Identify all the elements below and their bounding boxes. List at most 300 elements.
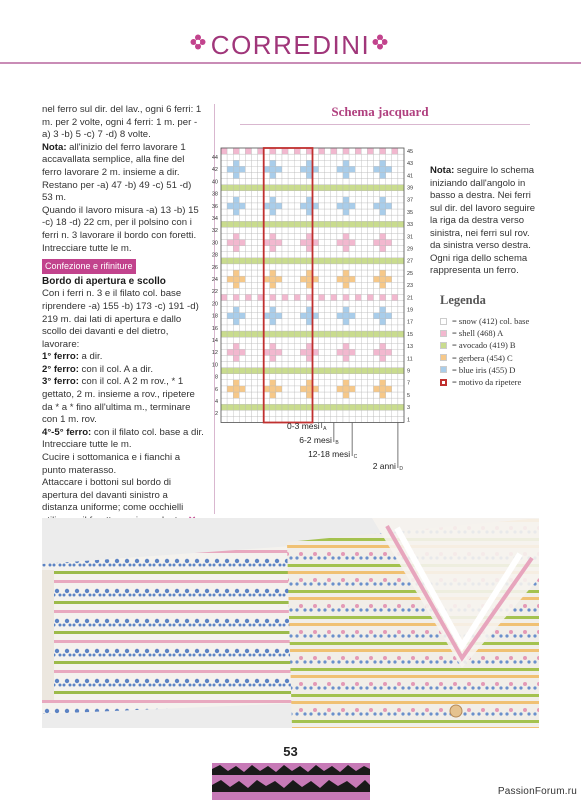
chart-cell [252, 215, 258, 221]
chart-cell [227, 325, 233, 331]
row-instruction [42, 364, 204, 377]
chart-cell [288, 252, 294, 258]
chart-cell [294, 368, 300, 374]
chart-cell [252, 386, 258, 392]
chart-cell [392, 209, 398, 215]
row-number: 25 [407, 270, 414, 277]
chart-cell [288, 343, 294, 349]
chart-cell [367, 227, 373, 233]
chart-cell [270, 392, 276, 398]
chart-cell [245, 154, 251, 160]
chart-cell [331, 179, 337, 185]
chart-cell [367, 313, 373, 319]
chart-cell [288, 294, 294, 300]
chart-cell [282, 154, 288, 160]
chart-cell [233, 227, 239, 233]
legend-label: = motivo da ripetere [452, 377, 522, 388]
row-number: 4 [214, 398, 218, 405]
chart-cell [349, 325, 355, 331]
chart-cell [300, 185, 306, 191]
chart-cell [288, 191, 294, 197]
chart-cell [386, 325, 392, 331]
chart-cell [398, 258, 404, 264]
chart-cell [270, 368, 276, 374]
chart-cell [337, 380, 343, 386]
chart-cell [398, 319, 404, 325]
chart-cell [343, 270, 349, 276]
chart-cell [270, 307, 276, 313]
chart-cell [343, 209, 349, 215]
chart-cell [374, 233, 380, 239]
chart-cell [276, 172, 282, 178]
chart-cell [331, 294, 337, 300]
chart-cell [258, 307, 264, 313]
chart-cell [313, 374, 319, 380]
chart-cell [313, 172, 319, 178]
chart-cell [398, 264, 404, 270]
sweater-photo [42, 518, 539, 728]
chart-cell [331, 148, 337, 154]
chart-cell [355, 172, 361, 178]
chart-cell [337, 252, 343, 258]
chart-cell [386, 392, 392, 398]
chart-cell [239, 276, 245, 282]
chart-cell [337, 386, 343, 392]
chart-cell [245, 362, 251, 368]
chart-cell [361, 319, 367, 325]
chart-cell [331, 301, 337, 307]
chart-cell [270, 160, 276, 166]
page-title: CORREDINI [210, 30, 371, 60]
chart-cell [319, 270, 325, 276]
chart-cell [380, 203, 386, 209]
chart-cell [227, 410, 233, 416]
chart-cell [361, 197, 367, 203]
chart-cell [380, 221, 386, 227]
chart-cell [325, 282, 331, 288]
chart-cell [239, 392, 245, 398]
chart-cell [355, 325, 361, 331]
chart-cell [300, 270, 306, 276]
chart-cell [233, 172, 239, 178]
chart-cell [233, 252, 239, 258]
row-number: 35 [407, 209, 414, 216]
chart-cell [398, 185, 404, 191]
chart-cell [282, 215, 288, 221]
chart-cell [337, 362, 343, 368]
chart-cell [380, 380, 386, 386]
chart-cell [313, 307, 319, 313]
chart-cell [252, 325, 258, 331]
chart-cell [374, 362, 380, 368]
row-number: 37 [407, 197, 414, 204]
chart-cell [276, 246, 282, 252]
chart-cell [306, 410, 312, 416]
chart-cell [276, 349, 282, 355]
chart-cell [276, 209, 282, 215]
chart-cell [306, 148, 312, 154]
chart-cell [300, 325, 306, 331]
chart-cell [221, 282, 227, 288]
chart-cell [386, 355, 392, 361]
chart-cell [331, 276, 337, 282]
chart-cell [343, 166, 349, 172]
chart-cell [227, 179, 233, 185]
chart-cell [343, 264, 349, 270]
flower-icon [372, 34, 388, 50]
chart-cell [252, 166, 258, 172]
chart-cell [337, 160, 343, 166]
chart-cell [294, 288, 300, 294]
chart-cell [325, 374, 331, 380]
chart-cell [239, 246, 245, 252]
chart-cell [252, 355, 258, 361]
chart-cell [264, 301, 270, 307]
chart-cell [343, 294, 349, 300]
chart-cell [294, 374, 300, 380]
chart-cell [227, 337, 233, 343]
chart-cell [294, 325, 300, 331]
chart-cell [245, 313, 251, 319]
chart-cell [380, 313, 386, 319]
legend-item [440, 364, 529, 376]
chart-cell [349, 233, 355, 239]
row-number: 21 [407, 295, 414, 302]
chart-cell [337, 355, 343, 361]
chart-cell [380, 270, 386, 276]
chart-cell [294, 276, 300, 282]
chart-cell [258, 313, 264, 319]
chart-cell [306, 325, 312, 331]
chart-cell [313, 154, 319, 160]
instructions-column [42, 104, 204, 528]
chart-cell [252, 191, 258, 197]
chart-cell [288, 380, 294, 386]
chart-cell [380, 172, 386, 178]
row-text: con il filato col. base a dir. Intrecciare tutte le m. [42, 426, 204, 451]
chart-cell [245, 374, 251, 380]
chart-cell [337, 270, 343, 276]
chart-cell [343, 203, 349, 209]
chart-cell [294, 410, 300, 416]
chart-cell [313, 301, 319, 307]
chart-cell [300, 197, 306, 203]
chart-cell [288, 240, 294, 246]
chart-cell [374, 282, 380, 288]
chart-cell [386, 197, 392, 203]
chart-cell [282, 325, 288, 331]
chart-cell [227, 313, 233, 319]
chart-cell [300, 337, 306, 343]
chart-cell [252, 185, 258, 191]
chart-cell [361, 368, 367, 374]
chart-cell [331, 246, 337, 252]
chart-cell [264, 343, 270, 349]
chart-cell [239, 416, 245, 422]
chart-cell [398, 172, 404, 178]
chart-cell [331, 368, 337, 374]
chart-cell [258, 282, 264, 288]
chart-cell [282, 227, 288, 233]
chart-cell [282, 307, 288, 313]
chart-cell [264, 197, 270, 203]
chart-cell [349, 294, 355, 300]
chart-cell [294, 362, 300, 368]
chart-cell [252, 227, 258, 233]
chart-cell [392, 172, 398, 178]
chart-cell [252, 319, 258, 325]
chart-cell [276, 221, 282, 227]
chart-cell [252, 404, 258, 410]
chart-cell [306, 380, 312, 386]
chart-cell [300, 398, 306, 404]
chart-cell [306, 288, 312, 294]
paragraph: nel ferro sul dir. del lav., ogni 6 ferri: 1 m. per 2 volte, ogni 4 ferri: 1 m. per -a) 3 -b) 5 -c) 7 -d) 8 volte. [42, 104, 202, 141]
row-number: 32 [211, 228, 218, 235]
chart-cell [398, 160, 404, 166]
chart-cell [270, 270, 276, 276]
legend-item [440, 327, 529, 339]
row-instruction [42, 427, 204, 452]
chart-cell [233, 154, 239, 160]
chart-cell [349, 343, 355, 349]
chart-cell [355, 154, 361, 160]
chart-cell [355, 374, 361, 380]
chart-cell [331, 355, 337, 361]
chart-cell [239, 398, 245, 404]
chart-cell [392, 185, 398, 191]
chart-cell [258, 343, 264, 349]
chart-cell [374, 203, 380, 209]
chart-cell [392, 343, 398, 349]
chart-cell [288, 331, 294, 337]
schema-title: Schema jacquard [331, 104, 429, 119]
chart-cell [380, 240, 386, 246]
chart-cell [349, 246, 355, 252]
chart-cell [270, 374, 276, 380]
row-number: 33 [407, 222, 414, 229]
chart-cell [252, 410, 258, 416]
chart-cell [227, 374, 233, 380]
chart-cell [374, 270, 380, 276]
chart-cell [245, 343, 251, 349]
chart-cell [276, 197, 282, 203]
chart-cell [313, 160, 319, 166]
chart-cell [361, 203, 367, 209]
chart-cell [276, 416, 282, 422]
chart-cell [227, 301, 233, 307]
chart-cell [258, 331, 264, 337]
chart-cell [258, 197, 264, 203]
chart-cell [288, 203, 294, 209]
chart-cell [361, 233, 367, 239]
chart-cell [343, 227, 349, 233]
chart-cell [343, 221, 349, 227]
chart-cell [325, 276, 331, 282]
chart-cell [252, 209, 258, 215]
chart-cell [380, 301, 386, 307]
chart-cell [398, 392, 404, 398]
chart-cell [300, 227, 306, 233]
chart-cell [276, 301, 282, 307]
paragraph: Quando il lavoro misura -a) 13 -b) 15 -c) 18 -d) 22 cm, per il polsino con i ferri n. 3 lavorare il bordo con foretti. Intrecciare tutte le m. [42, 204, 199, 254]
chart-cell [306, 331, 312, 337]
chart-cell [239, 355, 245, 361]
chart-cell [325, 258, 331, 264]
chart-cell [331, 154, 337, 160]
chart-cell [294, 294, 300, 300]
chart-cell [398, 343, 404, 349]
chart-cell [361, 240, 367, 246]
chart-cell [288, 325, 294, 331]
chart-cell [367, 319, 373, 325]
chart-cell [245, 185, 251, 191]
chart-cell [306, 258, 312, 264]
chart-cell [270, 203, 276, 209]
chart-cell [374, 166, 380, 172]
chart-cell [276, 264, 282, 270]
chart-cell [221, 392, 227, 398]
chart-cell [349, 282, 355, 288]
chart-cell [306, 313, 312, 319]
chart-cell [221, 398, 227, 404]
chart-cell [398, 215, 404, 221]
chart-cell [282, 179, 288, 185]
chart-cell [300, 172, 306, 178]
chart-cell [282, 410, 288, 416]
chart-cell [355, 398, 361, 404]
chart-cell [349, 276, 355, 282]
chart-cell [374, 380, 380, 386]
chart-cell [306, 349, 312, 355]
chart-cell [361, 221, 367, 227]
chart-cell [270, 282, 276, 288]
chart-cell [349, 331, 355, 337]
chart-cell [276, 276, 282, 282]
chart-cell [325, 215, 331, 221]
chart-cell [258, 319, 264, 325]
chart-cell [325, 362, 331, 368]
chart-cell [227, 227, 233, 233]
chart-cell [343, 282, 349, 288]
chart-cell [331, 325, 337, 331]
legend-swatch [440, 318, 447, 325]
chart-cell [361, 343, 367, 349]
chart-cell [264, 148, 270, 154]
chart-cell [270, 398, 276, 404]
chart-cell [270, 337, 276, 343]
chart-cell [361, 209, 367, 215]
chart-cell [276, 362, 282, 368]
row-number: 13 [407, 344, 414, 351]
chart-cell [282, 240, 288, 246]
chart-cell [233, 191, 239, 197]
chart-cell [227, 264, 233, 270]
chart-cell [282, 221, 288, 227]
chart-cell [392, 227, 398, 233]
chart-cell [288, 215, 294, 221]
chart-cell [325, 166, 331, 172]
chart-cell [367, 355, 373, 361]
chart-cell [331, 185, 337, 191]
chart-cell [355, 410, 361, 416]
chart-cell [245, 294, 251, 300]
chart-cell [288, 233, 294, 239]
chart-cell [233, 160, 239, 166]
chart-cell [367, 252, 373, 258]
chart-cell [233, 276, 239, 282]
chart-cell [392, 325, 398, 331]
chart-cell [276, 319, 282, 325]
chart-cell [306, 197, 312, 203]
chart-cell [306, 215, 312, 221]
chart-cell [349, 313, 355, 319]
chart-cell [252, 233, 258, 239]
chart-cell [245, 386, 251, 392]
chart-cell [355, 252, 361, 258]
chart-cell [233, 368, 239, 374]
chart-cell [325, 313, 331, 319]
chart-cell [306, 362, 312, 368]
chart-cell [361, 416, 367, 422]
chart-cell [331, 313, 337, 319]
chart-cell [264, 252, 270, 258]
chart-cell [233, 166, 239, 172]
chart-cell [374, 227, 380, 233]
chart-cell [319, 197, 325, 203]
chart-cell [282, 380, 288, 386]
chart-cell [361, 270, 367, 276]
chart-cell [270, 221, 276, 227]
chart-cell [337, 221, 343, 227]
chart-cell [386, 404, 392, 410]
chart-cell [258, 294, 264, 300]
chart-cell [258, 166, 264, 172]
size-letter: D [399, 466, 404, 472]
chart-cell [276, 307, 282, 313]
chart-cell [227, 319, 233, 325]
chart-cell [361, 191, 367, 197]
chart-cell [392, 191, 398, 197]
chart-cell [294, 386, 300, 392]
chart-cell [276, 392, 282, 398]
chart-cell [361, 179, 367, 185]
chart-cell [386, 233, 392, 239]
chart-cell [343, 307, 349, 313]
chart-cell [319, 246, 325, 252]
chart-cell [313, 288, 319, 294]
sweater-illustration [42, 518, 539, 728]
chart-cell [374, 337, 380, 343]
chart-cell [227, 148, 233, 154]
chart-cell [398, 410, 404, 416]
chart-cell [294, 331, 300, 337]
chart-cell [343, 179, 349, 185]
chart-cell [294, 380, 300, 386]
chart-cell [239, 313, 245, 319]
chart-cell [392, 215, 398, 221]
chart-cell [349, 252, 355, 258]
chart-cell [343, 240, 349, 246]
chart-cell [398, 380, 404, 386]
chart-cell [349, 172, 355, 178]
chart-cell [380, 294, 386, 300]
size-letter: C [353, 454, 358, 460]
chart-cell [367, 288, 373, 294]
chart-cell [313, 392, 319, 398]
chart-cell [264, 191, 270, 197]
chart-cell [337, 179, 343, 185]
